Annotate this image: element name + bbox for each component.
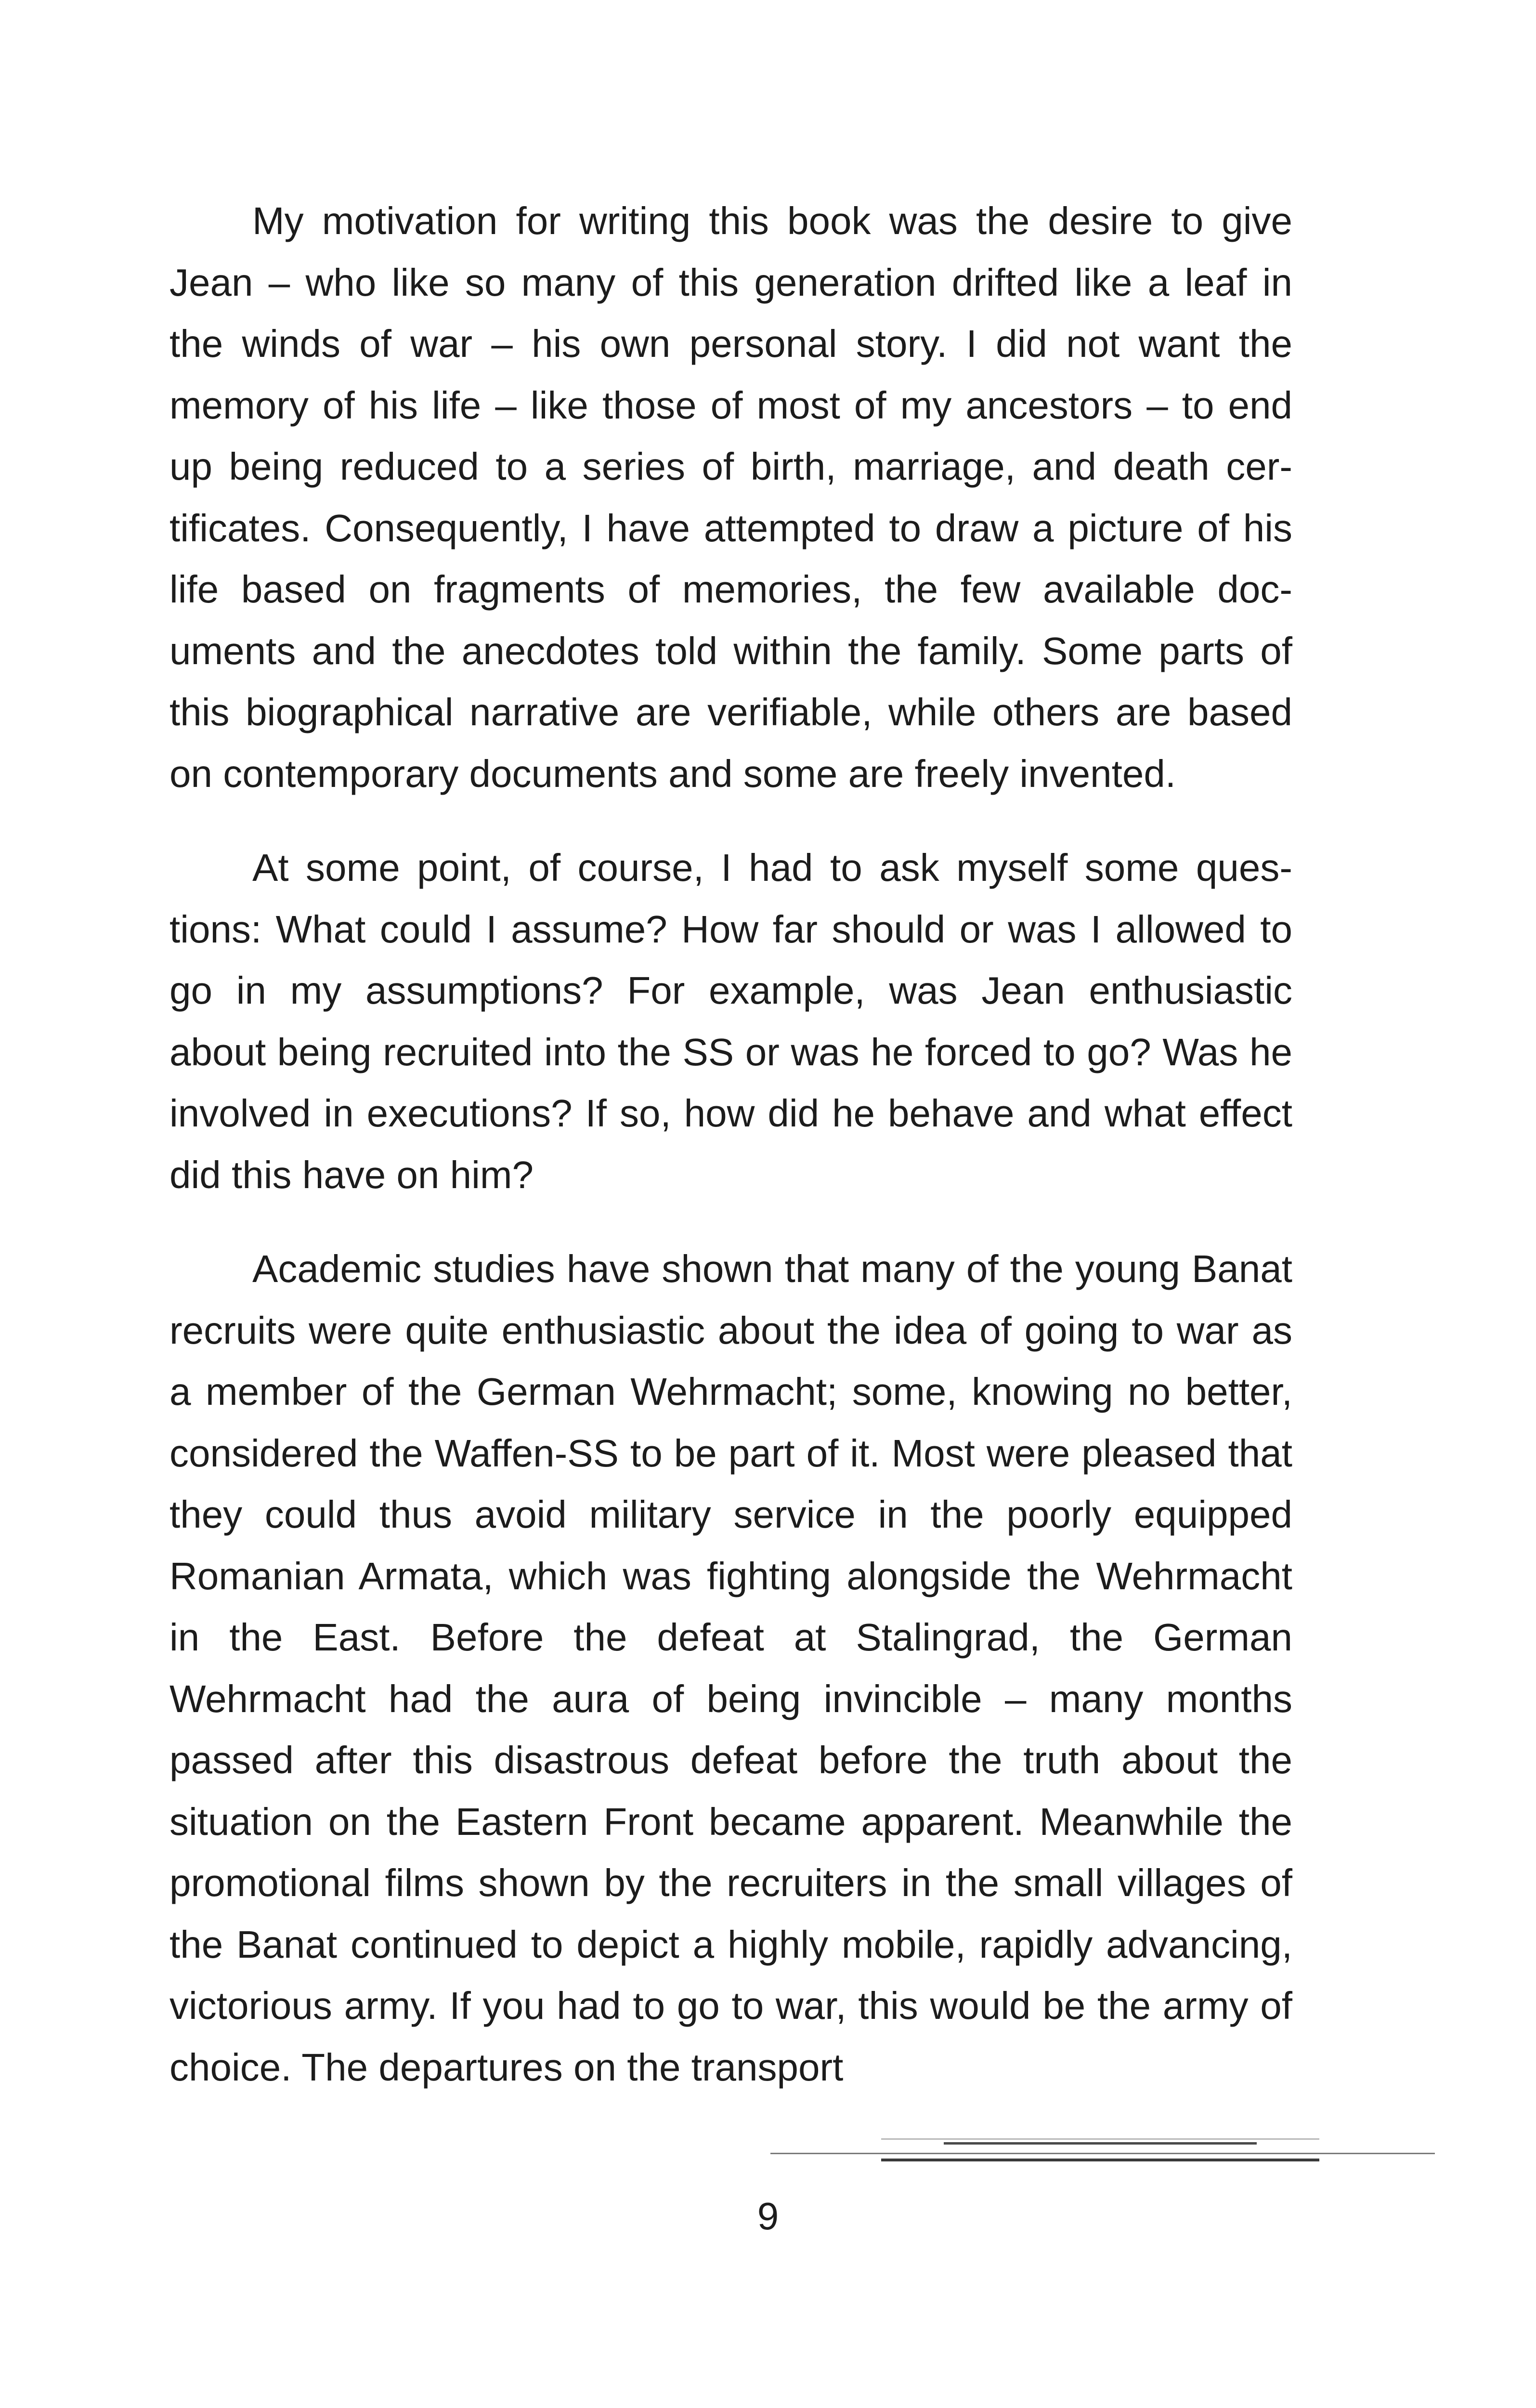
footer-rule xyxy=(770,2153,1435,2154)
footer-rule xyxy=(944,2142,1257,2145)
footer-rule xyxy=(881,2159,1319,2161)
footer-rule xyxy=(881,2138,1319,2140)
body-text xyxy=(169,190,1292,2098)
paragraph-motivation: My motivation for writing this book was the desire to give Jean – who like so many of this generation drifted like a leaf in the winds of war – his own personal story. I did not want the memory of his life – like those of most of my ancestors – to end up being reduced to a series of birth, marriage, and death certificates. Consequently, I have attempted to draw a picture of his life based on fragments of memories, the few available documents and the anecdotes told within the family. Some parts of this biographical narrative are verifiable, while others are based on contemporary documents and some are freely invented. xyxy=(169,199,1292,795)
paragraph-questions: At some point, of course, I had to ask myself some questions: What could I assume? How far should or was I allowed to go in my assumptions? For example, was Jean enthusiastic about being recruited into the SS or was he forced to go? Was he involved in executions? If so, how did he behave and what effect did this have on him? xyxy=(169,846,1292,1196)
paragraph-academic-studies: Academic studies have shown that many of the young Banat recruits were quite enthusiastic about the idea of going to war as a member of the German Wehrmacht; some, knowing no better, considered the Waffen-SS to be part of it. Most were pleased that they could thus avoid military service in the poorly equipped Romanian Armata, which was fighting alongside the Wehrmacht in the East. Before the defeat at Stalingrad, the German Wehrmacht had the aura of being invincible – many months passed after this disastrous defeat before the truth about the situation on the Eastern Front became apparent. Meanwhile the promotional films shown by the recruiters in the small villages of the Banat continued to depict a highly mobile, rapidly advancing, victorious army. If you had to go to war, this would be the army of choice. The departures on the transport xyxy=(169,1247,1292,2089)
page-number: 9 xyxy=(757,2195,779,2238)
